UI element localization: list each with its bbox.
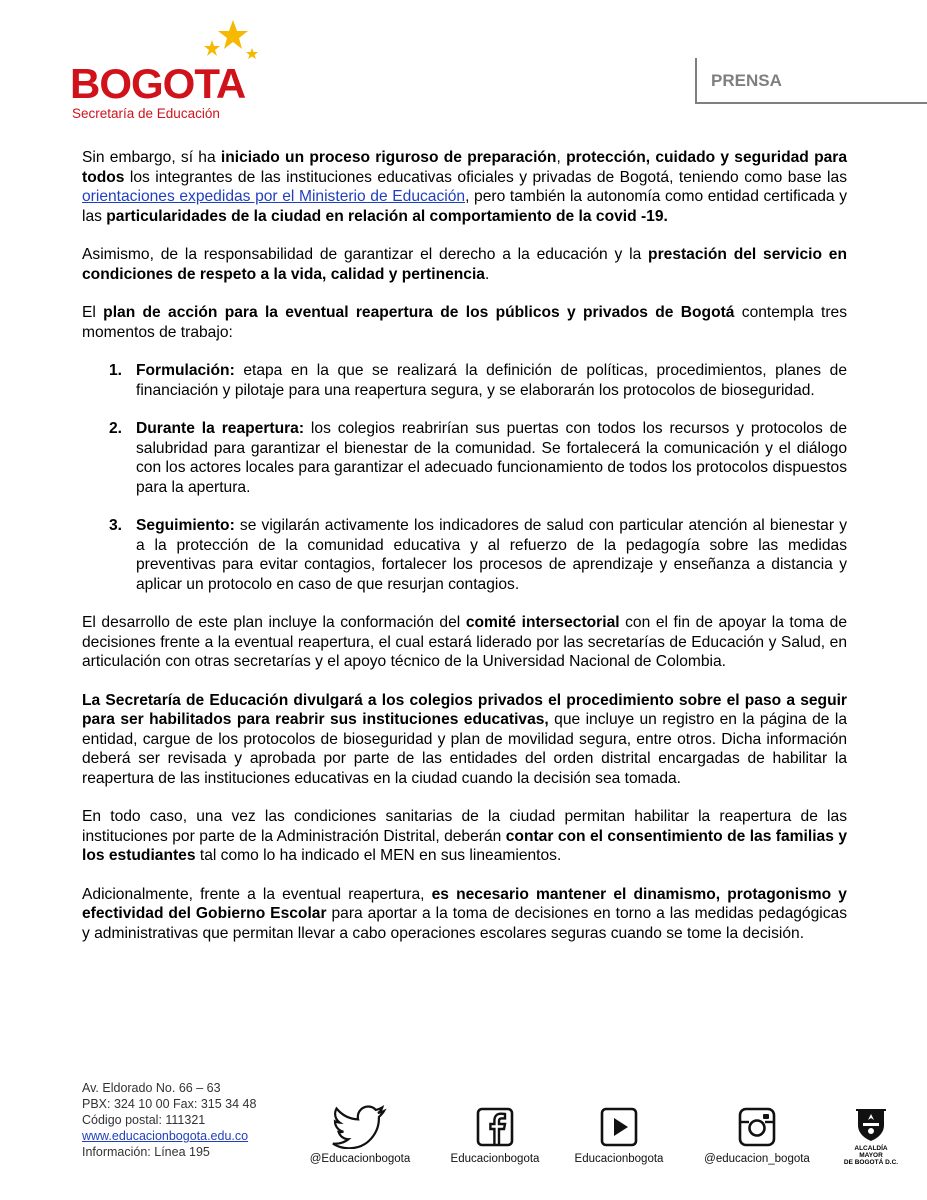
text: , — [556, 149, 567, 166]
paragraph-6 — [82, 807, 847, 866]
paragraph-7 — [82, 885, 847, 944]
postal-code: Código postal: 111321 — [82, 1113, 206, 1127]
text: para aportar a la toma de decisiones en torno a las medidas pedagógicas y administrativas que permitan llevar a cabo operaciones escolares seguras cuando se tome la decisión. — [82, 905, 847, 942]
list-item — [82, 516, 847, 594]
step-text: etapa en la que se realizará la definición de políticas, procedimientos, planes de financiación y pilotaje para una reapertura segura, y se elaborarán los protocolos de bioseguridad. — [136, 362, 847, 399]
paragraph-3 — [82, 303, 847, 342]
social-youtube[interactable] — [564, 1105, 674, 1165]
list-item — [82, 419, 847, 497]
section-label: PRENSA — [711, 71, 782, 90]
step-number: 3. — [109, 517, 123, 534]
logo — [70, 18, 260, 123]
text: , pero también la autonomía como entidad certificada y las — [82, 188, 847, 225]
bold-text: protección, cuidado y seguridad para todos — [82, 149, 848, 186]
bold-text: plan de acción para la eventual reapertura de los públicos y privados de Bogotá — [103, 304, 735, 321]
phones: PBX: 324 10 00 Fax: 315 34 48 — [82, 1097, 257, 1111]
info-line: Información: Línea 195 — [82, 1145, 210, 1159]
step-text: los colegios reabrirían sus puertas con todos los recursos y protocolos de salubridad para garantizar el bienestar de la comunidad. Se fortalecerá la comunicación y el diálogo con los actores locales para garantizar el adecuado funcionamiento de todos los protocolos dispuestos para la apertura. — [136, 420, 847, 496]
facebook-icon — [475, 1105, 515, 1149]
bold-text: prestación del servicio en condiciones de respeto a la vida, calidad y pertinencia — [82, 246, 847, 283]
bold-text: particularidades de la ciudad en relación al comportamiento de la covid -19. — [106, 207, 668, 225]
ministerio-link[interactable]: orientaciones expedidas por el Ministerio de Educación — [82, 188, 466, 205]
social-handle: @Educacionbogota — [309, 1153, 411, 1165]
paragraph-1 — [82, 148, 847, 226]
footer-contact — [82, 1080, 256, 1160]
bold-text: es necesario mantener el dinamismo, protagonismo y efectividad del Gobierno Escolar — [82, 885, 847, 922]
logo-word: BOGOTA — [70, 60, 246, 107]
youtube-icon — [599, 1105, 639, 1149]
paragraph-4 — [82, 613, 847, 672]
text: los integrantes de las instituciones educativas oficiales y privadas de Bogotá, teniendo como base las — [124, 168, 847, 186]
step-text: se vigilarán activamente los indicadores de salud con particular atención al bienestar y a la protección de la comunidad educativa y al refuerzo de la pedagogía sobre las medidas preventivas para evitar contagios, fortalecer los procesos de aprendizaje y enseñanza a distancia y aplicar un protocolo en caso de que resurjan contagios. — [136, 517, 847, 593]
text: Asimismo, de la responsabilidad de garantizar el derecho a la educación y la — [82, 246, 649, 263]
social-instagram[interactable] — [692, 1105, 822, 1165]
bold-text: La Secretaría de Educación divulgará a los colegios privados el procedimiento sobre el paso a seguir para ser habilitados para reabrir sus instituciones educativas, — [82, 691, 847, 728]
paragraph-5 — [82, 691, 847, 789]
work-steps-list — [82, 361, 847, 594]
twitter-icon — [332, 1105, 388, 1149]
step-title: Formulación: — [136, 362, 235, 379]
text: Adicionalmente, frente a la eventual reapertura, — [82, 885, 432, 903]
social-handle: Educacionbogota — [450, 1153, 540, 1165]
press-release-body — [82, 148, 847, 962]
section-label-box — [695, 58, 927, 104]
alcaldia-line-1: ALCALDÍA MAYOR — [854, 1145, 888, 1159]
step-number: 1. — [109, 362, 123, 379]
social-handle: Educacionbogota — [574, 1153, 664, 1165]
alcaldia-seal — [843, 1105, 899, 1166]
alcaldia-line-2: DE BOGOTÁ D.C. — [843, 1159, 899, 1166]
bold-text: contar con el consentimiento de las familias y los estudiantes — [82, 827, 847, 864]
social-twitter[interactable] — [300, 1105, 420, 1165]
bold-text: comité intersectorial — [465, 614, 620, 631]
text: Sin embargo, sí ha — [82, 149, 221, 166]
text: El — [82, 304, 104, 321]
address: Av. Eldorado No. 66 – 63 — [82, 1081, 221, 1095]
text: con el fin de apoyar la toma de decisiones frente a la eventual reapertura, el cual estará liderado por las secretarías de Educación y Salud, en articulación con otras secretarías y el apoyo técnico de la Universidad Nacional de Colombia. — [82, 614, 848, 670]
text: que incluye un registro en la página de la entidad, cargue de los protocolos de bioseguridad y plan de movilidad segura, entre otros. Dicha información deberá ser revisada y aprobada por parte de las entidades del orden distrital encargadas de habilitar la reapertura de las instituciones educativas en la ciudad cuando la decisión sea tomada. — [82, 711, 848, 787]
step-title: Durante la reapertura: — [136, 420, 305, 437]
coat-of-arms-icon — [854, 1105, 888, 1143]
step-number: 2. — [109, 420, 123, 437]
instagram-icon — [737, 1105, 777, 1149]
paragraph-2 — [82, 245, 847, 284]
text: tal como lo ha indicado el MEN en sus lineamientos. — [195, 847, 562, 864]
text: El desarrollo de este plan incluye la conformación del — [82, 614, 466, 631]
step-title: Seguimiento: — [136, 517, 235, 534]
logo-subtitle: Secretaría de Educación — [72, 106, 220, 121]
website-link[interactable]: www.educacionbogota.edu.co — [82, 1129, 249, 1143]
list-item — [82, 361, 847, 400]
text: En todo caso, una vez las condiciones sanitarias de la ciudad permitan habilitar la reapertura de las instituciones por parte de la Administración Distrital, deberán — [82, 808, 847, 845]
bold-text: iniciado un proceso riguroso de preparación — [220, 149, 557, 166]
social-facebook[interactable] — [440, 1105, 550, 1165]
social-handle: @educacion_bogota — [704, 1153, 810, 1165]
text: contempla tres momentos de trabajo: — [82, 304, 848, 341]
text: . — [484, 265, 490, 283]
